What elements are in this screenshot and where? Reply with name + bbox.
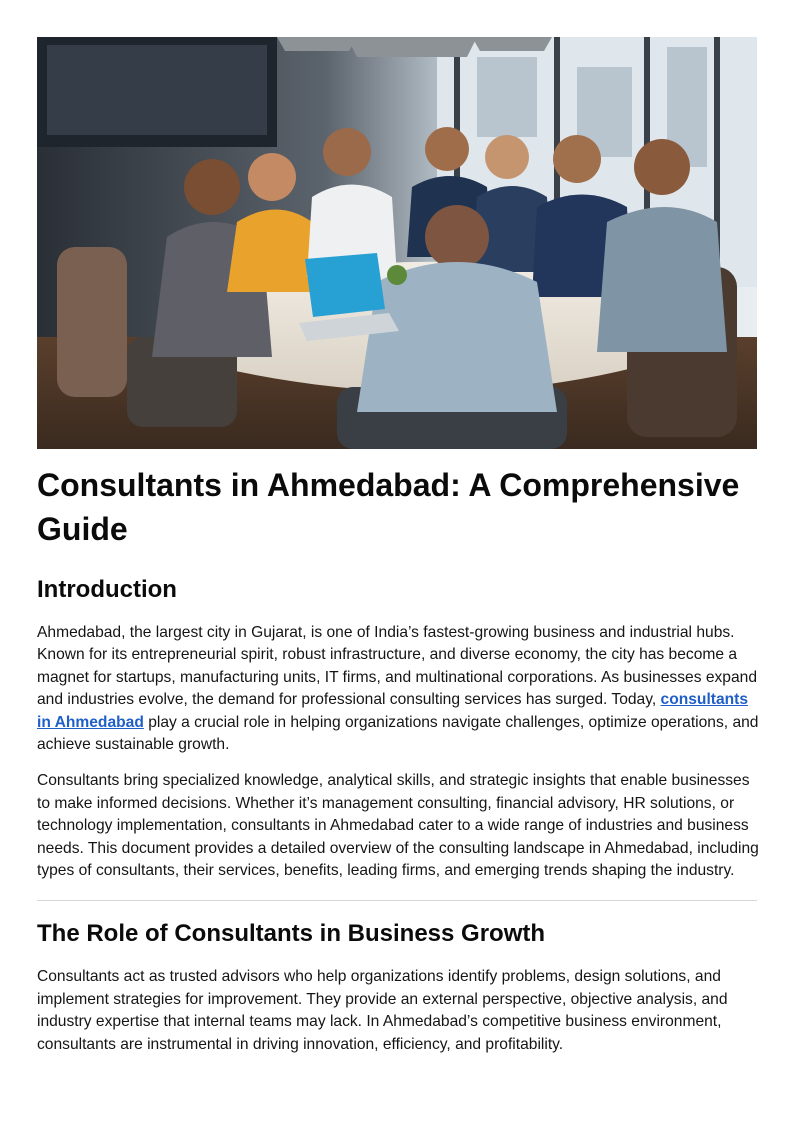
- page-title: Consultants in Ahmedabad: A Comprehensive Guide: [37, 467, 740, 547]
- intro-paragraph-1: [37, 622, 759, 756]
- consultants-link[interactable]: consultants in Ahmedabad: [37, 691, 749, 731]
- paragraph-text: Ahmedabad, the largest city in Gujarat, is one of India’s fastest-growing business and industrial hubs. Known for its entrepreneurial spirit, robust infrastructure, and diverse economy, the city has become a magnet for startups, manufacturing units, IT firms, and multinational corporations. As businesses expand and industries evolve, the demand for professional consulting services has surged. Today,: [37, 624, 757, 709]
- intro-paragraph-2: Consultants bring specialized knowledge, analytical skills, and strategic insights that enable businesses to make informed decisions. Whether it’s management consulting, financial advisory, HR solutions, or technology implementation, consultants in Ahmedabad cater to a wide range of industries and business needs. This document provides a detailed overview of the consulting landscape in Ahmedabad, including types of consultants, their services, benefits, leading firms, and emerging trends shaping the industry.: [37, 772, 759, 880]
- section-heading-introduction: Introduction: [37, 576, 177, 603]
- paragraph-text: play a crucial role in helping organizations navigate challenges, optimize operations, and achieve sustainable growth.: [37, 713, 759, 754]
- article-content: [37, 463, 759, 1056]
- section-divider: [37, 900, 757, 901]
- hero-image: [37, 37, 757, 449]
- role-paragraph-1: Consultants act as trusted advisors who help organizations identify problems, design solutions, and implement strategies for improvement. They provide an external perspective, objective analysis, and industry expertise that internal teams may lack. In Ahmedabad’s competitive business environment, consultants are instrumental in driving innovation, efficiency, and profitability.: [37, 968, 728, 1053]
- section-heading-role: The Role of Consultants in Business Growth: [37, 920, 546, 948]
- hero-illustration: [37, 37, 757, 449]
